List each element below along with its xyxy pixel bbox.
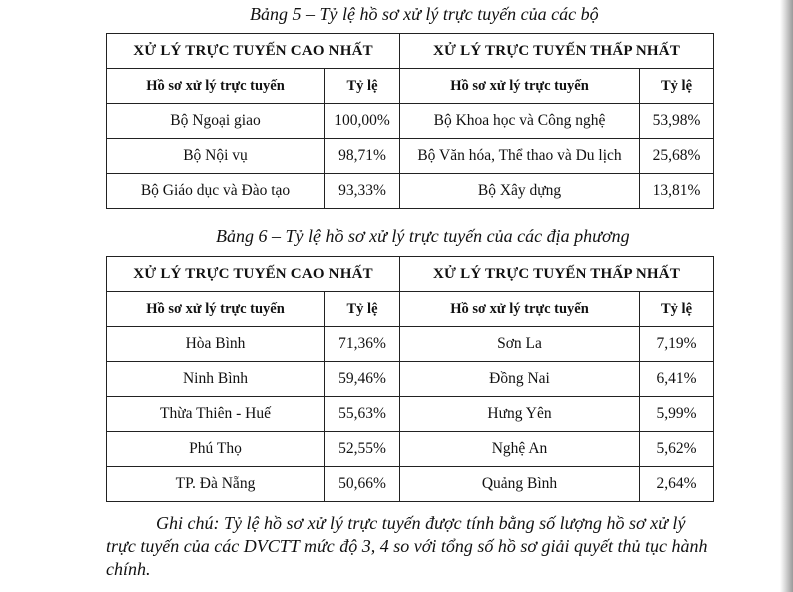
table5-caption: Bảng 5 – Tỷ lệ hồ sơ xử lý trực tuyến của các bộ xyxy=(250,4,599,24)
high-name-cell: Ninh Bình xyxy=(107,362,325,397)
high-name-cell: Thừa Thiên - Huế xyxy=(107,397,325,432)
table5-column-header-row xyxy=(107,69,714,104)
high-rate-cell: 98,71% xyxy=(325,139,400,174)
high-rate-cell: 100,00% xyxy=(325,104,400,139)
high-name-cell: TP. Đà Nẵng xyxy=(107,467,325,502)
high-name-cell: Hòa Bình xyxy=(107,327,325,362)
table5-group-high: XỬ LÝ TRỰC TUYẾN CAO NHẤT xyxy=(107,34,400,69)
table-row xyxy=(107,397,714,432)
table6 xyxy=(106,256,714,502)
low-rate-cell: 5,99% xyxy=(640,397,714,432)
low-name-cell: Nghệ An xyxy=(400,432,640,467)
low-name-cell: Đồng Nai xyxy=(400,362,640,397)
note-text: Ghi chú: Tỷ lệ hồ sơ xử lý trực tuyến được tính bằng số lượng hồ sơ xử lý trực tuyến của các DVCTT mức độ 3, 4 so với tổng số hồ sơ giải quyết thủ tục hành chính. xyxy=(106,513,708,579)
table-row xyxy=(107,139,714,174)
table5-col-low-name: Hồ sơ xử lý trực tuyến xyxy=(400,69,640,104)
high-rate-cell: 55,63% xyxy=(325,397,400,432)
low-rate-cell: 13,81% xyxy=(640,174,714,209)
high-name-cell: Bộ Nội vụ xyxy=(107,139,325,174)
low-name-cell: Quảng Bình xyxy=(400,467,640,502)
high-rate-cell: 52,55% xyxy=(325,432,400,467)
low-name-cell: Bộ Khoa học và Công nghệ xyxy=(400,104,640,139)
table6-column-header-row xyxy=(107,292,714,327)
note-paragraph xyxy=(106,512,718,581)
low-name-cell: Bộ Văn hóa, Thể thao và Du lịch xyxy=(400,139,640,174)
table-row xyxy=(107,327,714,362)
table5-group-header-row xyxy=(107,34,714,69)
high-name-cell: Bộ Giáo dục và Đào tạo xyxy=(107,174,325,209)
table5-col-high-name: Hồ sơ xử lý trực tuyến xyxy=(107,69,325,104)
high-name-cell: Phú Thọ xyxy=(107,432,325,467)
table6-group-low: XỬ LÝ TRỰC TUYẾN THẤP NHẤT xyxy=(400,257,714,292)
table6-group-header-row xyxy=(107,257,714,292)
table5-group-low: XỬ LÝ TRỰC TUYẾN THẤP NHẤT xyxy=(400,34,714,69)
table6-group-high: XỬ LÝ TRỰC TUYẾN CAO NHẤT xyxy=(107,257,400,292)
high-rate-cell: 93,33% xyxy=(325,174,400,209)
low-name-cell: Hưng Yên xyxy=(400,397,640,432)
table-row xyxy=(107,467,714,502)
low-rate-cell: 7,19% xyxy=(640,327,714,362)
table-row xyxy=(107,174,714,209)
low-rate-cell: 25,68% xyxy=(640,139,714,174)
high-rate-cell: 50,66% xyxy=(325,467,400,502)
table-row xyxy=(107,432,714,467)
table-row xyxy=(107,104,714,139)
table6-col-high-name: Hồ sơ xử lý trực tuyến xyxy=(107,292,325,327)
table5-col-low-rate: Tỷ lệ xyxy=(640,69,714,104)
table6-col-low-rate: Tỷ lệ xyxy=(640,292,714,327)
low-name-cell: Bộ Xây dựng xyxy=(400,174,640,209)
low-name-cell: Sơn La xyxy=(400,327,640,362)
high-name-cell: Bộ Ngoại giao xyxy=(107,104,325,139)
table-row xyxy=(107,362,714,397)
low-rate-cell: 6,41% xyxy=(640,362,714,397)
table6-col-high-rate: Tỷ lệ xyxy=(325,292,400,327)
low-rate-cell: 53,98% xyxy=(640,104,714,139)
table5-col-high-rate: Tỷ lệ xyxy=(325,69,400,104)
table6-caption: Bảng 6 – Tỷ lệ hồ sơ xử lý trực tuyến của các địa phương xyxy=(216,226,630,246)
page-edge-shadow xyxy=(780,0,793,592)
table6-col-low-name: Hồ sơ xử lý trực tuyến xyxy=(400,292,640,327)
low-rate-cell: 2,64% xyxy=(640,467,714,502)
table5 xyxy=(106,33,714,209)
high-rate-cell: 71,36% xyxy=(325,327,400,362)
low-rate-cell: 5,62% xyxy=(640,432,714,467)
high-rate-cell: 59,46% xyxy=(325,362,400,397)
